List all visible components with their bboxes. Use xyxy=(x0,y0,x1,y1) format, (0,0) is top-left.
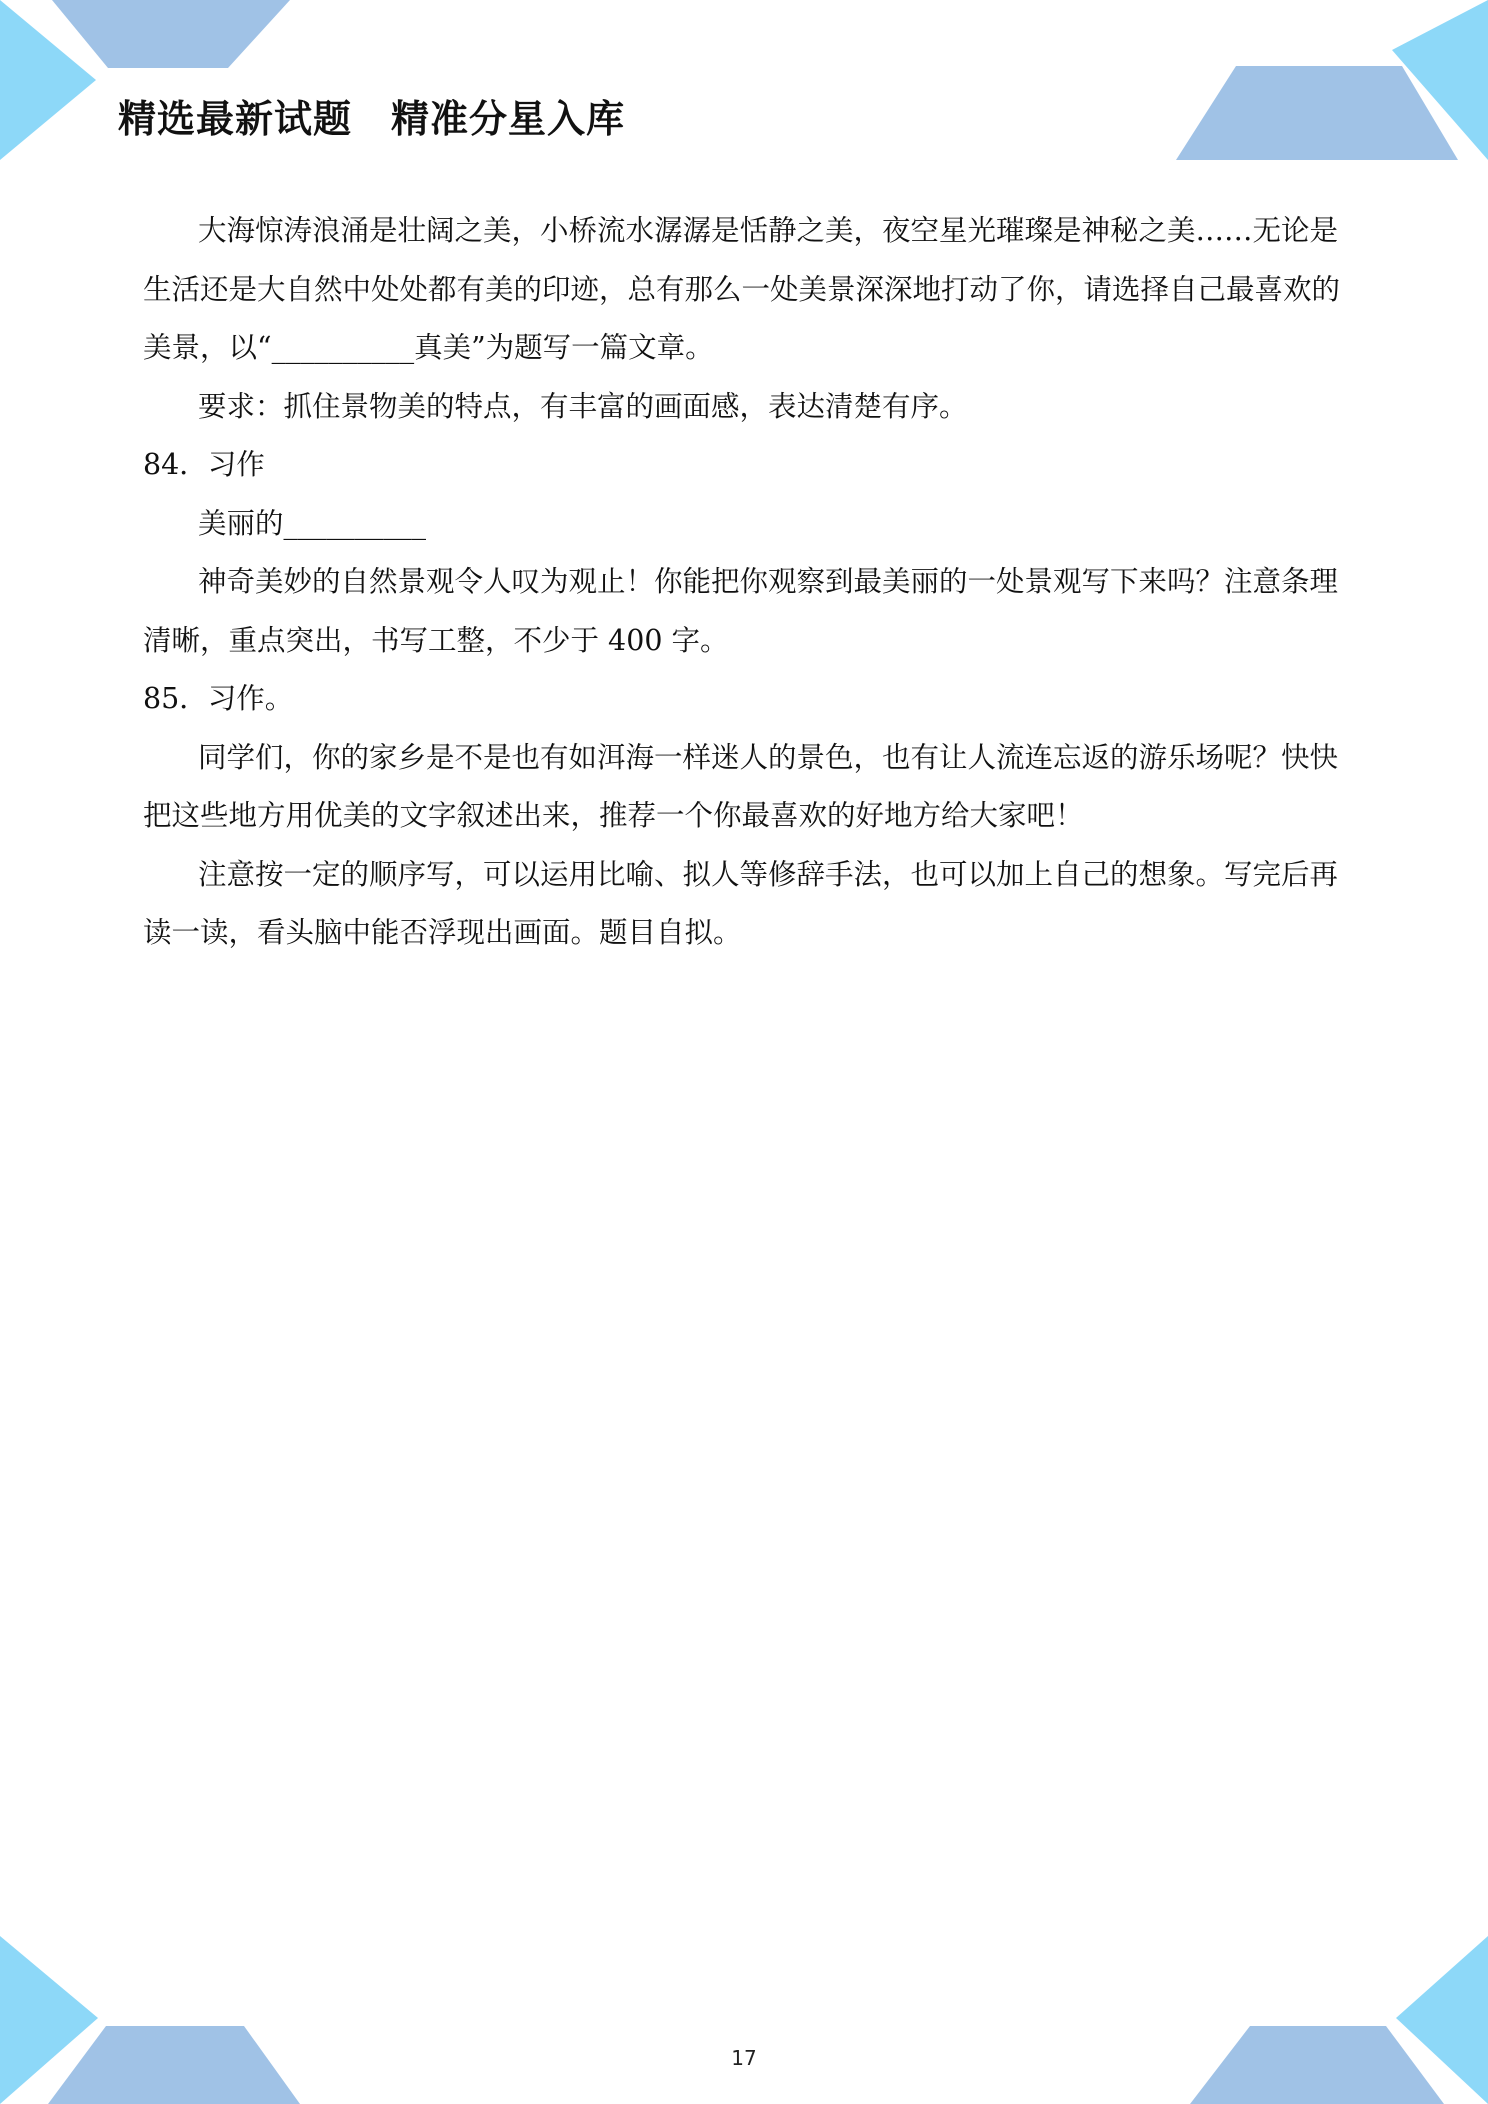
page-number: 17 xyxy=(731,2046,757,2070)
top-left-trapezoid xyxy=(52,0,290,68)
document-body xyxy=(143,202,1343,963)
top-left-triangle-light xyxy=(0,0,96,160)
question-84-instructions: 神奇美妙的自然景观令人叹为观止！你能把你观察到最美丽的一处景观写下来吗？注意条理清晰，重点突出，书写工整，不少于 400 字。 xyxy=(143,565,1339,657)
question-85-instructions: 注意按一定的顺序写，可以运用比喻、拟人等修辞手法，也可以加上自己的想象。写完后再读一读，看头脑中能否浮现出画面。题目自拟。 xyxy=(143,857,1339,949)
top-right-triangle-light xyxy=(1392,0,1488,160)
question-85-heading: 85．习作。 xyxy=(143,682,294,715)
header-title: 精选最新试题 精准分星入库 xyxy=(118,97,626,141)
writing-requirement-paragraph: 要求：抓住景物美的特点，有丰富的画面感，表达清楚有序。 xyxy=(198,389,968,423)
writing-prompt-paragraph: 大海惊涛浪涌是壮阔之美，小桥流水潺潺是恬静之美，夜空星光璀璨是神秘之美……无论是生活还是大自然中处处都有美的印迹，总有那么一处美景深深地打动了你，请选择自己最喜欢的美景，以“__________真美”为题写一篇文章。 xyxy=(143,214,1341,364)
top-right-trapezoid xyxy=(1176,66,1458,160)
question-84-title-line: 美丽的__________ xyxy=(198,506,427,540)
question-84-heading: 84．习作 xyxy=(143,448,265,481)
bottom-left-triangle-light xyxy=(0,1936,98,2104)
question-85-prompt: 同学们，你的家乡是不是也有如洱海一样迷人的景色，也有让人流连忘返的游乐场呢？快快把这些地方用优美的文字叙述出来，推荐一个你最喜欢的好地方给大家吧！ xyxy=(143,740,1339,832)
bottom-right-triangle-light xyxy=(1396,1936,1488,2104)
